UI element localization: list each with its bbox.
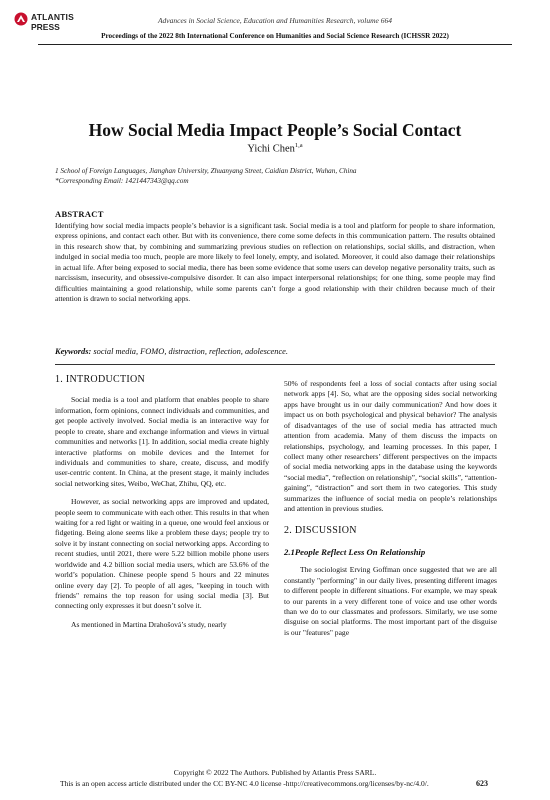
abstract-text: Identifying how social media impacts people’s behavior is a significant task. Social media is a tool and platform for people to share information, express opinions, and contact each other. But with its convenience, there come some defects in this communication pattern. The results obtained in this research show that, by combining and summarizing previous studies on reflection on relationships, social skills, and distraction, when indulged in social media too much, people are more likely to feel lonely, empty, and isolated. Moreover, it could also damage their relationships in actual life. After being exposed to social media, there has been some evidence that some users can develop negative personality traits, such as narcissism, insecurity, and obsessive-compulsive disorder. It can also impact interpersonal relationships; for one thing, some people may find difficulties maintaining a good relationship, while some parents can’t forge a good relationship with their children because much of their attention is drawn to social networking apps.	[55, 221, 495, 304]
keywords-list: social media, FOMO, distraction, reflection, adolescence.	[93, 347, 288, 356]
corresponding-email: *Corresponding Email: 1421447343@qq.com	[55, 176, 189, 185]
proceedings-title: Proceedings of the 2022 8th International Conference on Humanities and Social Science Research (ICHSSR 2022)	[101, 32, 449, 40]
subsection-heading: 2.1People Reflect Less On Relationship	[284, 546, 426, 557]
affiliation-line: 1 School of Foreign Languages, Jianghan University, Zhuanyang Street, Caidian District, Wuhan, China	[55, 167, 357, 175]
author-superscript: 1,a	[294, 142, 303, 149]
paragraph: 50% of respondents feel a loss of social contacts after using social network apps [4]. So, what are the opposing sides social networking apps have brought us in our daily communication? And how does it impact us on both psychological and physical behavior? The analysis of disadvantages of the use of social media has attracted much attention from academia. Many of them discuss the impacts on relationships, psychology, and learning processes. In this paper, I collect many other researchers’ different perspectives on the impacts of social media networking apps in the database using the keywords “social media”, “reflection on relationship”, “social skills”, “attention-gaining”, “distraction” and sort them in two categories. This study summarizes the influence of social media on people’s relationships and attention in previous studies.	[284, 379, 497, 514]
page-number: 623	[476, 779, 488, 788]
logo-text-line2: PRESS	[31, 22, 60, 32]
author-line	[0, 142, 550, 155]
keywords-label: Keywords:	[55, 347, 92, 356]
header-rule	[38, 44, 512, 45]
logo-text-line1: ATLANTIS	[31, 12, 74, 22]
series-title: Advances in Social Science, Education and Humanities Research, volume 664	[157, 16, 393, 25]
paragraph: However, as social networking apps are improved and updated, people seem to communicate with each other. This results in that when waiting for a red light or waiting in a queue, one would feel anxious or fidgeting. Being alone seems like a problem these days; people try to solve it by instant connecting on social networking apps. According to recent studies, until 2021, there were 5.22 billion mobile phone users worldwide and 4.2 billion social media users, which are 53.6% of the world’s population. Chinese people spend 5 hours and 22 minutes online every day [2]. To people of all ages, "keeping in touch with friends" remains the top reason for using social media [3]. But connecting only expresses it but doesn’t solve it.	[55, 497, 269, 611]
paragraph: The sociologist Erving Goffman once suggested that we are all constantly "performing" in our daily lives, presenting different images to different people in different situations. For example, we may speak to our parents in a very different tone of voice and use other words than we do to our classmates and professors. Similarly, we use some disguise on social platforms. The most important part of the disguise is our "features" page	[284, 565, 497, 637]
paragraph: Social media is a tool and platform that enables people to share information, form opinions, connect individuals and communities, and get people actively involved. Social media is an interactive way for people to create, share and exchange information and views in virtual communities and networks [1]. In addition, social media create highly interactive platforms on mobile devices and the Internet for individuals and communities to share, create, discuss, and modify user-centric content. In China, at the present stage, it mainly includes social networking sites, Weibo, WeChat, Zhihu, QQ, etc.	[55, 395, 269, 488]
section-heading-discussion: 2. DISCUSSION	[284, 525, 357, 537]
abstract-heading: ABSTRACT	[55, 209, 104, 219]
footer-license: This is an open access article distributed under the CC BY-NC 4.0 license -http://creativecommons.org/licenses/by-nc/4.0/.	[60, 779, 429, 788]
keywords-line	[55, 347, 495, 356]
paper-title: How Social Media Impact People’s Social Contact	[88, 120, 462, 140]
footer-copyright: Copyright © 2022 The Authors. Published by Atlantis Press SARL.	[173, 768, 377, 777]
affiliation-block	[55, 167, 495, 186]
section-heading-introduction: 1. INTRODUCTION	[55, 374, 146, 385]
keywords-rule	[55, 364, 495, 365]
paragraph: As mentioned in Martina Drahošová’s study, nearly	[71, 619, 227, 629]
right-column	[284, 379, 497, 638]
left-column	[55, 375, 269, 630]
author-name: Yichi Chen	[247, 143, 295, 155]
